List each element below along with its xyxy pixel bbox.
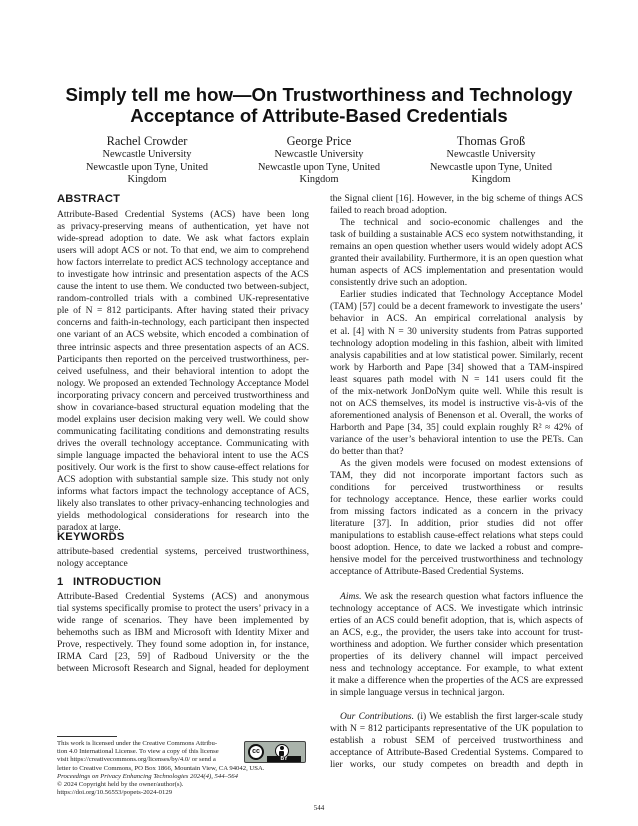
footnote-line: tion 4.0 International License. To view a copy of this license xyxy=(57,748,219,756)
text-line: analysis capabilities and at low statistical power. Similarly, recent xyxy=(330,349,583,361)
text-line: from missing factors indicated as a concern in the privacy xyxy=(330,506,583,518)
text-line: boost adoption. Hence, to date we lacked a robust and compre- xyxy=(330,542,583,554)
text-line: to investigate how intrinsic and presentation aspects of the ACS xyxy=(57,269,309,281)
text-line: (TAM) [57] could be a decent framework to investigate the users’ xyxy=(330,301,583,313)
abstract-heading: ABSTRACT xyxy=(57,193,121,205)
text-line: Earlier studies indicated that Technology Acceptance Model xyxy=(340,289,583,301)
text-line: do better than that? xyxy=(330,445,404,457)
text-line: drives the overall technology acceptance. Communicating with xyxy=(57,437,309,449)
text-line: lier works, our study competes on breadth and depth in xyxy=(330,759,583,771)
author-block xyxy=(406,134,576,187)
text-line: how factors interrelate to predict ACS technology acceptance and xyxy=(57,257,309,269)
author-location: Kingdom xyxy=(471,174,511,186)
text-line: technology acceptance of ACS. We investigate which intrinsic xyxy=(330,602,583,614)
author-location: Kingdom xyxy=(127,174,167,186)
author-block xyxy=(62,134,232,187)
text-line: behemoths such as IBM and Microsoft with Identity Mixer and xyxy=(57,627,309,639)
author-name: Thomas Groß xyxy=(456,134,526,148)
text-line: human aspects of ACS implementation and presentation would xyxy=(330,265,583,277)
contributions-label: Our Contributions. xyxy=(340,710,415,722)
text-line: literature [37]. In addition, prior studies did not offer xyxy=(330,518,583,530)
cc-by-license-badge[interactable] xyxy=(244,741,306,763)
text-line: wide range of scenarios. They have been implemented by xyxy=(57,615,309,627)
text-line: TAM, they did not incorporate important factors such as xyxy=(330,470,583,482)
text-line: failed to reach broad adoption. xyxy=(330,205,447,217)
text-line: acceptance of Attribute-Based Credential Systems. Compared to xyxy=(330,747,583,759)
text-line: concerns and faith-in-technology, each participant then inspected xyxy=(57,317,309,329)
author-name: George Price xyxy=(286,134,352,148)
text-line: communicating facilitating conditions and demonstrating results xyxy=(57,425,309,437)
footnote-line: letter to Creative Commons, PO Box 1866, Mountain View, CA 94042, USA. xyxy=(57,764,265,772)
author-location: Newcastle upon Tyne, United xyxy=(85,161,209,173)
text-line: et al. [4] with N = 30 university students from Patras supported xyxy=(330,325,583,337)
text-line: the Signal client [16]. However, in the big scheme of things ACS xyxy=(330,193,583,204)
text-line: technology adoption modeling in this fashion, albeit with limited xyxy=(330,337,583,349)
text-line: paradox at large. xyxy=(57,522,121,534)
right-column xyxy=(330,193,583,771)
footnote-line: Proceedings on Privacy Enhancing Technologies 2024(4), 544–564 xyxy=(57,772,238,780)
text-line: conditions for perceived trustworthiness or results xyxy=(330,482,583,494)
text-line: ceived usefulness, and their behavioral intention to adopt the xyxy=(57,365,309,377)
page-number: 544 xyxy=(313,804,325,812)
text-line: nology acceptance xyxy=(57,558,128,570)
text-line xyxy=(330,711,583,723)
text-line: as privacy-preserving means of authentication, yet have not xyxy=(57,221,309,233)
footnote-rule xyxy=(57,736,117,737)
text-line: granted their availability. Furthermore, it is an open question what xyxy=(330,253,583,265)
text-line: hensive model for the perceived trustworthiness and technology xyxy=(330,554,583,566)
text-line: of the mix-network JonDoNym quite well. While this result is xyxy=(330,385,583,397)
text-line: between Microsoft Research and Signal, headed for deployment xyxy=(57,663,309,675)
by-label: BY xyxy=(267,756,301,762)
section-title: INTRODUCTION xyxy=(73,576,162,588)
author-affiliation: Newcastle University xyxy=(446,149,536,160)
text-line: wide-spread adoption to date. We ask what factors explain xyxy=(57,233,309,245)
abstract-body xyxy=(57,209,309,534)
text-line: tial systems specifically promise to protect the users’ privacy in a xyxy=(57,603,309,615)
aims-text: We ask the research question what factors influence the xyxy=(361,590,583,602)
aims-label: Aims. xyxy=(340,590,362,602)
text-line: with N = 812 participants representative of the UK population to xyxy=(330,722,583,734)
introduction-heading xyxy=(57,576,161,588)
text-line: variance of the user’s behavioral intention to use the PETs. Can xyxy=(330,433,583,445)
footnote-line: https://doi.org/10.56553/popets-2024-0129 xyxy=(57,789,173,797)
text-line: an ACS, e.g., the provider, the users take into account for trust- xyxy=(330,626,583,638)
author-location: Newcastle upon Tyne, United xyxy=(429,161,553,173)
text-line: in simple language versus in technical jargon. xyxy=(330,686,505,698)
text-line: Attribute-Based Credential Systems (ACS) have been long xyxy=(57,209,309,220)
text-line: positively. Our work is the first to show cause-effect relations for xyxy=(57,461,309,473)
introduction-body xyxy=(57,591,309,675)
text-line: As the given models were focused on modest extensions of xyxy=(340,458,583,470)
text-line: Participants then reported on the perceived trustworthiness, per- xyxy=(57,353,309,365)
text-line: work by Harborth and Pape [34] showed that a TAM-inspired xyxy=(330,361,583,373)
text-line: three intrinsic aspects and three presentation aspects of an ACS. xyxy=(57,341,309,353)
author-location: Kingdom xyxy=(299,174,339,186)
author-block xyxy=(234,134,404,187)
text-line: nology. We proposed an extended Technology Acceptance Model xyxy=(57,377,309,389)
title-line: Simply tell me how—On Trustworthiness and Technology xyxy=(65,84,573,105)
text-line: erties of an ACS could benefit adoption, that is, which aspects of xyxy=(330,614,583,626)
title-line: Acceptance of Attribute-Based Credentials xyxy=(130,105,508,126)
footnote-line: This work is licensed under the Creative Commons Attribu- xyxy=(57,740,218,747)
text-line: cause the intent to use them. We conducted two between-subject, xyxy=(57,281,309,293)
text-line: Attribute-Based Credential Systems (ACS) and anonymous xyxy=(57,591,309,602)
text-line: likely also translates to other privacy-enhancing technologies and xyxy=(57,498,309,510)
keywords-body xyxy=(57,546,309,570)
text-line: ple of N = 812 participants. After having stated their privacy xyxy=(57,305,309,317)
text-line: Prove, respectively. They found some adoption in, for instance, xyxy=(57,639,309,651)
text-line: yields methodological considerations for research into the xyxy=(57,510,309,522)
text-line: for technology acceptance. Hence, these earlier works could xyxy=(330,494,583,506)
text-line: simple language impacted the behavioral intent to use the ACS xyxy=(57,449,309,461)
text-line: establish a robust SEM of perceived trustworthiness and xyxy=(330,735,583,747)
footnote-line: visit https://creativecommons.org/licenses/by/4.0/ or send a xyxy=(57,756,216,764)
text-line: random-controlled trials with a combined UK-representative xyxy=(57,293,309,305)
text-line: one variant of an ACS website, which encoded a combination of xyxy=(57,329,309,341)
text-line: users will adopt ACS or not. To that end, we aim to comprehend xyxy=(57,245,309,257)
text-line: acceptance of Attribute-Based Credential Systems. xyxy=(330,566,524,578)
text-line: it make a difference when the properties of the ACS are expressed xyxy=(330,674,583,686)
text-line: not on ACS themselves, its model is instructive vis-à-vis of the xyxy=(330,397,583,409)
contributions-text: (i) We establish the first larger-scale study xyxy=(414,710,583,722)
text-line: model explains user decision making very well. We could show xyxy=(57,413,309,425)
text-line: task of building a sustainable ACS eco system notwithstanding, it xyxy=(330,229,583,241)
author-location: Newcastle upon Tyne, United xyxy=(257,161,381,173)
text-line xyxy=(330,591,583,603)
paper-title xyxy=(40,84,598,126)
text-line: aforementioned analysis of Benenson et al. Overall, the works of xyxy=(330,409,583,421)
text-line: behavior in ACS. An empirical correlational analysis by xyxy=(330,313,583,325)
text-line: consistently drive such an adoption. xyxy=(330,277,468,289)
text-line: informs what factors impact the technology acceptance of ACS, xyxy=(57,486,309,498)
section-number: 1 xyxy=(57,576,64,588)
text-line: ACS adoption with substantial sample size. This study not only xyxy=(57,474,309,486)
creative-commons-icon: cc xyxy=(248,744,264,760)
text-line: show in covariance-based structural equation modeling that the xyxy=(57,401,309,413)
text-line: worthiness and adoption. We further consider which presentation xyxy=(330,638,583,650)
text-line: incorporating privacy concern and perceived trustworthiness and xyxy=(57,389,309,401)
text-line: manipulations to establish cause-effect relations what steps could xyxy=(330,530,583,542)
text-line: IRMA Card [23, 59] of Radboud University or the the xyxy=(57,651,309,663)
author-affiliation: Newcastle University xyxy=(274,149,364,160)
text-line: Harborth and Pape [34, 35] could explain roughly R² ≈ 42% of xyxy=(330,421,583,433)
text-line: properties of its delivery channel will impact perceived xyxy=(330,650,583,662)
text-line: The technical and socio-economic challenges and the xyxy=(340,217,583,229)
author-affiliation: Newcastle University xyxy=(102,149,192,160)
paragraph-gap xyxy=(330,579,583,591)
text-line: least squares path model with N = 141 users could fit the xyxy=(330,373,583,385)
text-line: attribute-based credential systems, perceived trustworthiness, xyxy=(57,546,309,557)
footnote-line: © 2024 Copyright held by the owner/author(s). xyxy=(57,781,184,789)
author-name: Rachel Crowder xyxy=(106,134,188,148)
text-line: ness and technology acceptance. For example, to what extent xyxy=(330,662,583,674)
text-line: remains an open question whether users would widely adopt ACS xyxy=(330,241,583,253)
paragraph-gap xyxy=(330,699,583,711)
keywords-heading: KEYWORDS xyxy=(57,531,125,543)
